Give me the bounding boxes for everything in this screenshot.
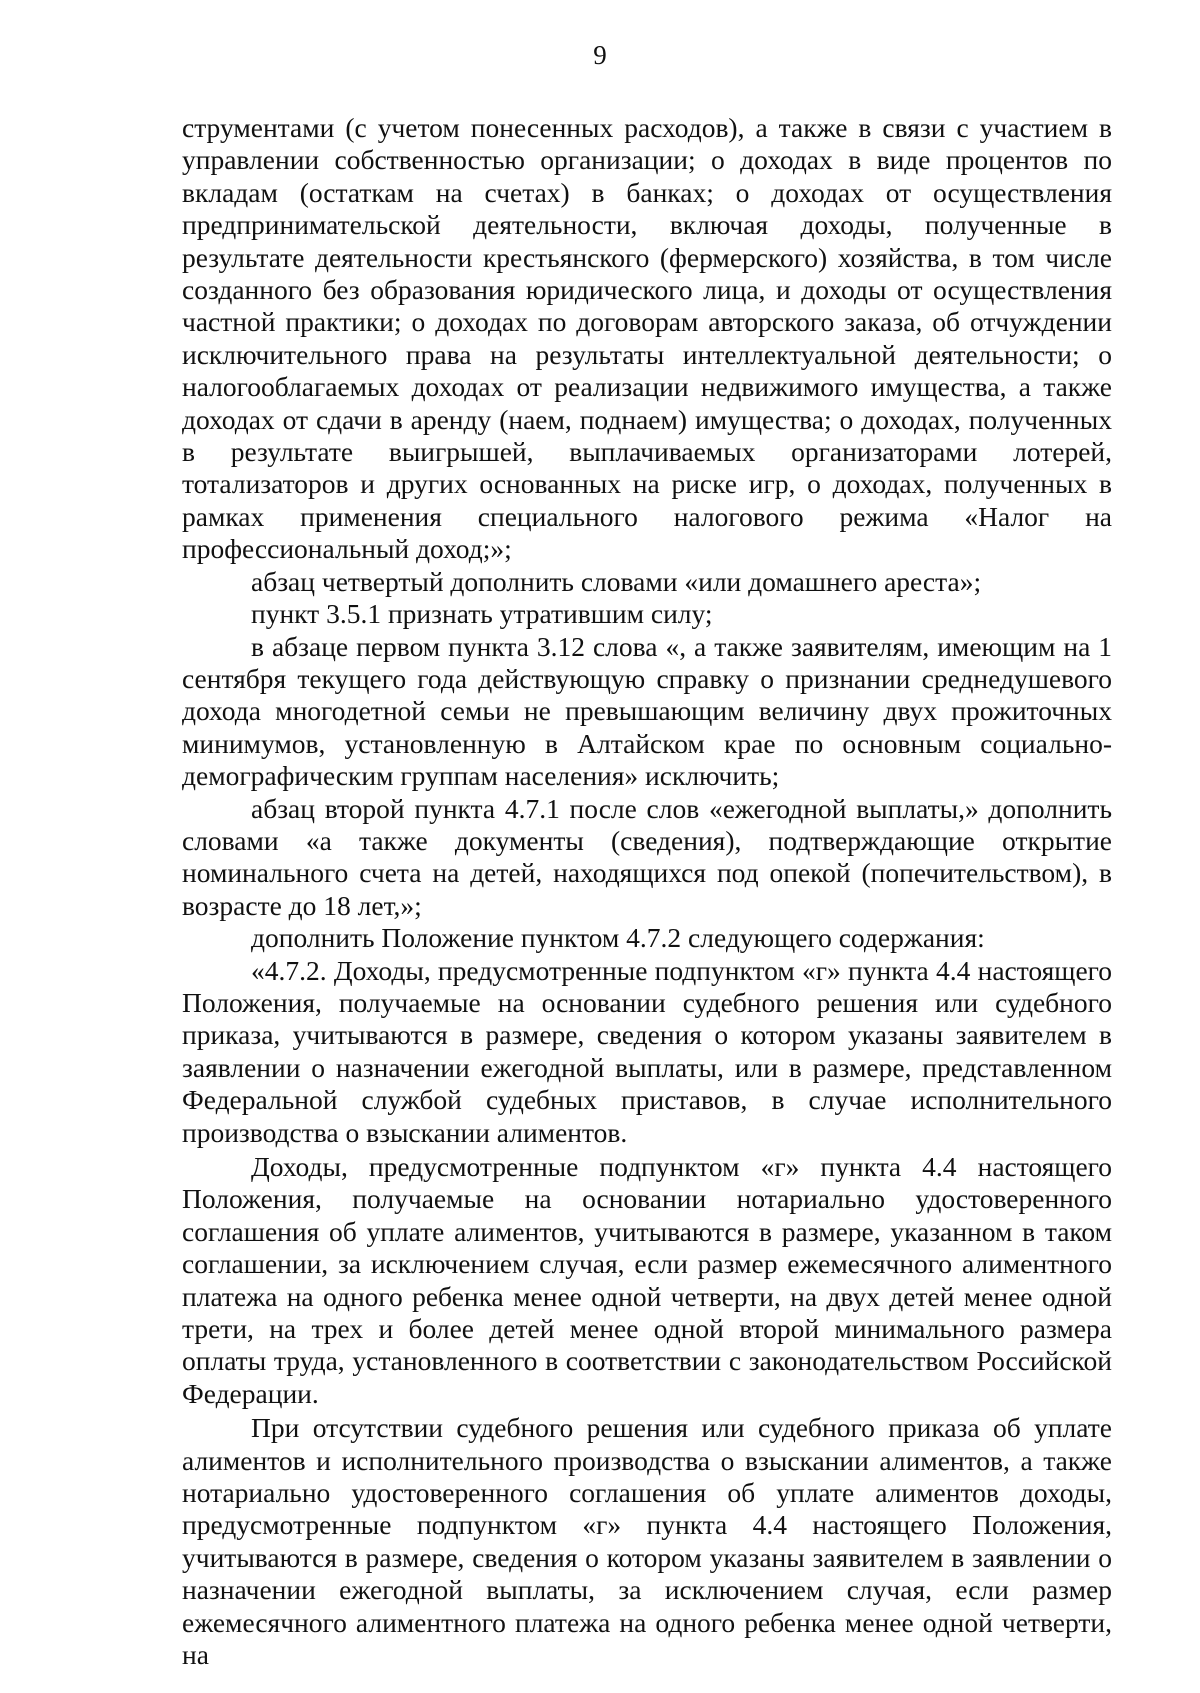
paragraph-amendment-3-5-1: пункт 3.5.1 признать утратившим силу; <box>251 598 713 630</box>
paragraph-amendment-3-12: в абзаце первом пункта 3.12 слова «, а также заявителям, имеющим на 1 сентября текущего года действующую справку о признании среднедушевого дохода многодетной семьи не превышающим величину двух прожиточных минимумов, установленную в Алтайском крае по основным социально-демографическим группам населения» исключить; <box>182 630 1112 792</box>
paragraph-amendment-4-7-1: абзац второй пункта 4.7.1 после слов «ежегодной выплаты,» дополнить словами «а также документы (сведения), подтверждающие открытие номинального счета на детей, находящихся под опекой (попечительством), в возрасте до 18 лет,»; <box>182 792 1112 921</box>
paragraph-add-4-7-2: дополнить Положение пунктом 4.7.2 следующего содержания: <box>251 922 985 954</box>
paragraph-4-7-2-court-decision: «4.7.2. Доходы, предусмотренные подпунктом «г» пункта 4.4 настоящего Положения, получаемые на основании судебного решения или судебного приказа, учитываются в размере, сведения о котором указаны заявителем в заявлении о назначении ежегодной выплаты, или в размере, представленном Федеральной службой судебных приставов, в случае исполнительного производства о взыскании алиментов. <box>182 954 1112 1148</box>
paragraph-4-7-2-notarial-agreement: Доходы, предусмотренные подпунктом «г» пункта 4.4 настоящего Положения, получаемые на основании нотариально удостоверенного соглашения об уплате алиментов, учитываются в размере, указанном в таком соглашении, за исключением случая, если размер ежемесячного алиментного платежа на одного ребенка менее одной четверти, на двух детей менее одной трети, на трех и более детей менее одной второй минимального размера оплаты труда, установленного в соответствии с законодательством Российской Федерации. <box>182 1151 1112 1409</box>
document-body <box>182 112 1112 1672</box>
paragraph-income-list: струментами (с учетом понесенных расходов), а также в связи с участием в управлении собственностью организации; о доходах в виде процентов по вкладам (остаткам на счетах) в банках; о доходах от осуществления предпринимательской деятельности, включая доходы, полученные в результате деятельности крестьянского (фермерского) хозяйства, в том числе созданного без образования юридического лица, и доходы от осуществления частной практики; о доходах по договорам авторского заказа, об отчуждении исключительного права на результаты интеллектуальной деятельности; о налогооблагаемых доходах от реализации недвижимого имущества, а также доходах от сдачи в аренду (наем, поднаем) имущества; о доходах, полученных в результате выигрышей, выплачиваемых организаторами лотерей, тотализаторов и других основанных на риске игр, о доходах, полученных в рамках применения специального налогового режима «Налог на профессиональный доход;»; <box>182 112 1112 565</box>
paragraph-4-7-2-no-decision: При отсутствии судебного решения или судебного приказа об уплате алиментов и исполнительного производства о взыскании алиментов, а также нотариально удостоверенного соглашения об уплате алиментов доходы, предусмотренные подпунктом «г» пункта 4.4 настоящего Положения, учитываются в размере, сведения о котором указаны заявителем в заявлении о назначении ежегодной выплаты, за исключением случая, если размер ежемесячного алиментного платежа на одного ребенка менее одной четверти, на <box>182 1412 1112 1671</box>
page-number: 9 <box>593 40 607 70</box>
paragraph-amendment-house-arrest: абзац четвертый дополнить словами «или домашнего ареста»; <box>251 565 982 597</box>
